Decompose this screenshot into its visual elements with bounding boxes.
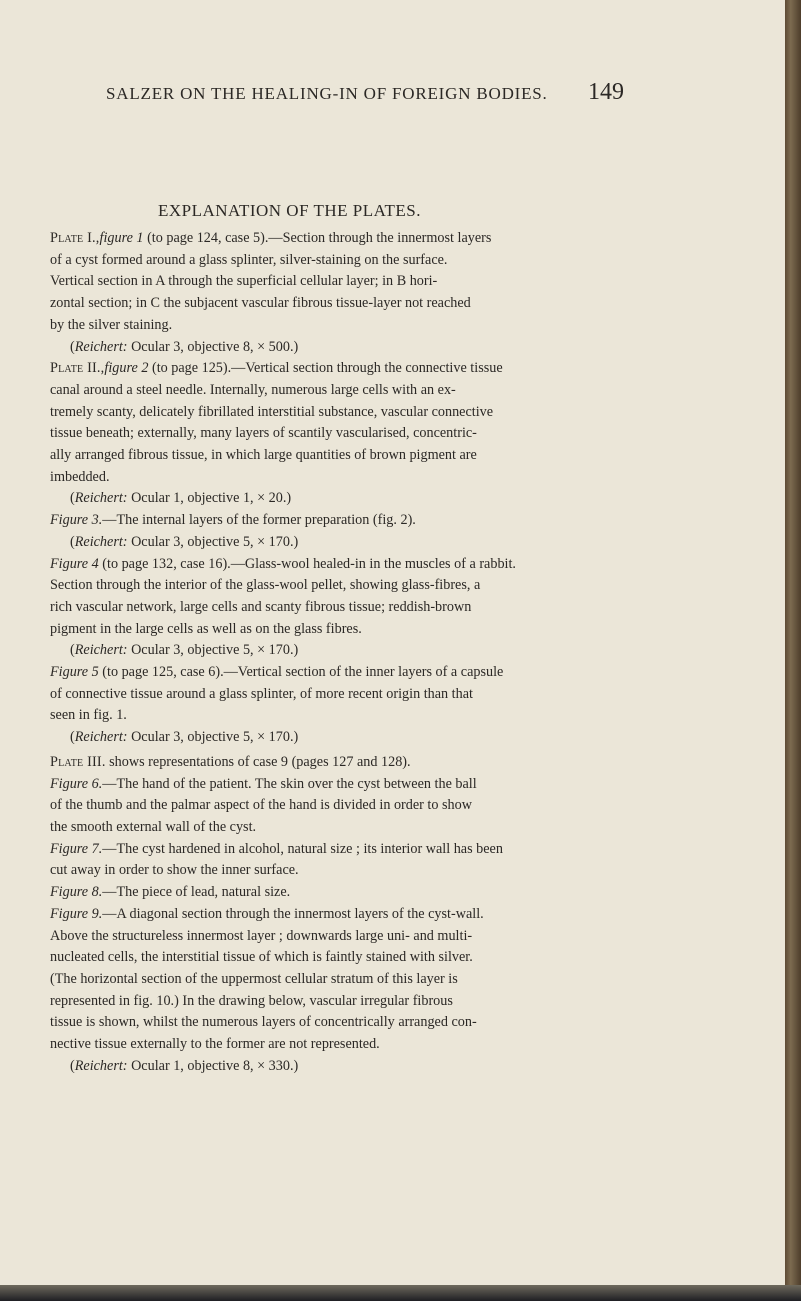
- microscope-maker: Reichert:: [74, 729, 128, 746]
- page-number: 149: [588, 79, 624, 105]
- entry-line: (to page 125, case 6).—Vertical section of the inner layers of a capsule: [102, 664, 504, 681]
- figure-label: figure 1: [99, 230, 144, 246]
- plate-label: Plate II.,: [50, 360, 105, 377]
- magnification-reference: (Reichert: Ocular 1, objective 8, × 330.): [70, 1057, 299, 1074]
- entry-line: tissue is shown, whilst the numerous layers of concentrically arranged con-: [50, 1014, 477, 1031]
- entry-line: Vertical section in A through the superficial cellular layer; in B hori-: [50, 273, 438, 290]
- figure-label: Figure 4: [50, 555, 99, 572]
- entry-line: —A diagonal section through the innermost layers of the cyst-wall.: [102, 905, 484, 922]
- book-spine-edge: [785, 0, 801, 1301]
- plate-label: Plate I.,: [50, 230, 100, 246]
- magnification-reference: (Reichert: Ocular 3, objective 5, × 170.): [70, 533, 299, 550]
- figure-label: Figure 6.: [50, 775, 103, 792]
- entry-line: nective tissue externally to the former are not represented.: [50, 1036, 380, 1053]
- entry-line: canal around a steel needle. Internally, numerous large cells with an ex-: [50, 381, 456, 398]
- figure-entry: [50, 904, 690, 1078]
- magnification-reference: (Reichert: Ocular 3, objective 8, × 500.): [70, 338, 299, 355]
- magnification-reference: (Reichert: Ocular 3, objective 5, × 170.): [70, 642, 299, 659]
- entry-line: (to page 124, case 5).—Section through the innermost layers: [147, 230, 492, 246]
- figure-entry: [50, 839, 690, 882]
- figure-label: Figure 9.: [50, 905, 103, 922]
- entry-line: nucleated cells, the interstitial tissue of which is faintly stained with silver.: [50, 949, 473, 966]
- microscope-maker: Reichert:: [74, 490, 128, 507]
- figure-entry: [50, 554, 690, 663]
- entry-line: (to page 132, case 16).—Glass-wool healed-in in the muscles of a rabbit.: [102, 555, 516, 572]
- entry-line: of connective tissue around a glass splinter, of more recent origin than that: [50, 685, 473, 702]
- microscope-maker: Reichert:: [74, 642, 128, 659]
- figure-label: Figure 8.: [50, 884, 103, 901]
- entry-line: by the silver staining.: [50, 316, 173, 333]
- entry-line: the smooth external wall of the cyst.: [50, 818, 257, 835]
- entry-line: cut away in order to show the inner surface.: [50, 862, 299, 879]
- entry-line: tremely scanty, delicately fibrillated interstitial substance, vascular connective: [50, 403, 494, 420]
- entry-line: (to page 125).—Vertical section through the connective tissue: [151, 360, 503, 377]
- entry-line: —The piece of lead, natural size.: [102, 884, 291, 901]
- entry-line: of a cyst formed around a glass splinter, silver-staining on the surface.: [50, 251, 448, 268]
- entry-line: —The cyst hardened in alcohol, natural size ; its interior wall has been: [102, 840, 503, 857]
- entry-line: rich vascular network, large cells and scanty fibrous tissue; reddish-brown: [50, 598, 472, 615]
- plates-explanation: [50, 228, 690, 1077]
- figure-entry: [50, 510, 690, 553]
- entry-line: seen in fig. 1.: [50, 707, 127, 724]
- magnification-reference: (Reichert: Ocular 3, objective 5, × 170.): [70, 729, 299, 746]
- figure-entry: [50, 882, 690, 904]
- entry-line: Above the structureless innermost layer ; downwards large uni- and multi-: [50, 927, 473, 944]
- plate-entry: [50, 228, 690, 358]
- entry-line: (The horizontal section of the uppermost cellular stratum of this layer is: [50, 970, 458, 987]
- section-heading: EXPLANATION OF THE PLATES.: [158, 201, 421, 220]
- microscope-maker: Reichert:: [74, 338, 128, 355]
- plate-entry: [50, 358, 690, 510]
- entry-line: —The internal layers of the former preparation (fig. 2).: [102, 512, 416, 529]
- page-bottom-edge: [0, 1285, 801, 1301]
- entry-line: Section through the interior of the glass-wool pellet, showing glass-fibres, a: [50, 577, 481, 594]
- plate-label: Plate III.: [50, 753, 106, 770]
- figure-entry: [50, 774, 690, 839]
- plate-entry: [50, 752, 690, 774]
- running-title: SALZER ON THE HEALING-IN OF FOREIGN BODIES.: [106, 84, 548, 103]
- entry-line: of the thumb and the palmar aspect of the hand is divided in order to show: [50, 797, 472, 814]
- figure-label: Figure 5: [50, 664, 99, 681]
- entry-line: ally arranged fibrous tissue, in which large quantities of brown pigment are: [50, 447, 477, 464]
- entry-line: —The hand of the patient. The skin over the cyst between the ball: [102, 775, 477, 792]
- microscope-maker: Reichert:: [74, 1057, 128, 1074]
- entry-line: pigment in the large cells as well as on the glass fibres.: [50, 620, 362, 637]
- figure-label: Figure 7.: [50, 840, 103, 857]
- figure-label: figure 2: [104, 360, 149, 377]
- figure-entry: [50, 662, 690, 749]
- entry-line: represented in fig. 10.) In the drawing below, vascular irregular fibrous: [50, 992, 453, 1009]
- figure-label: Figure 3.: [50, 512, 103, 529]
- entry-line: shows representations of case 9 (pages 127 and 128).: [109, 753, 411, 770]
- entry-line: imbedded.: [50, 468, 110, 485]
- entry-line: zontal section; in C the subjacent vascular fibrous tissue-layer not reached: [50, 295, 471, 312]
- microscope-maker: Reichert:: [74, 533, 128, 550]
- entry-line: tissue beneath; externally, many layers of scantily vascularised, concentric-: [50, 425, 477, 442]
- magnification-reference: (Reichert: Ocular 1, objective 1, × 20.): [70, 490, 292, 507]
